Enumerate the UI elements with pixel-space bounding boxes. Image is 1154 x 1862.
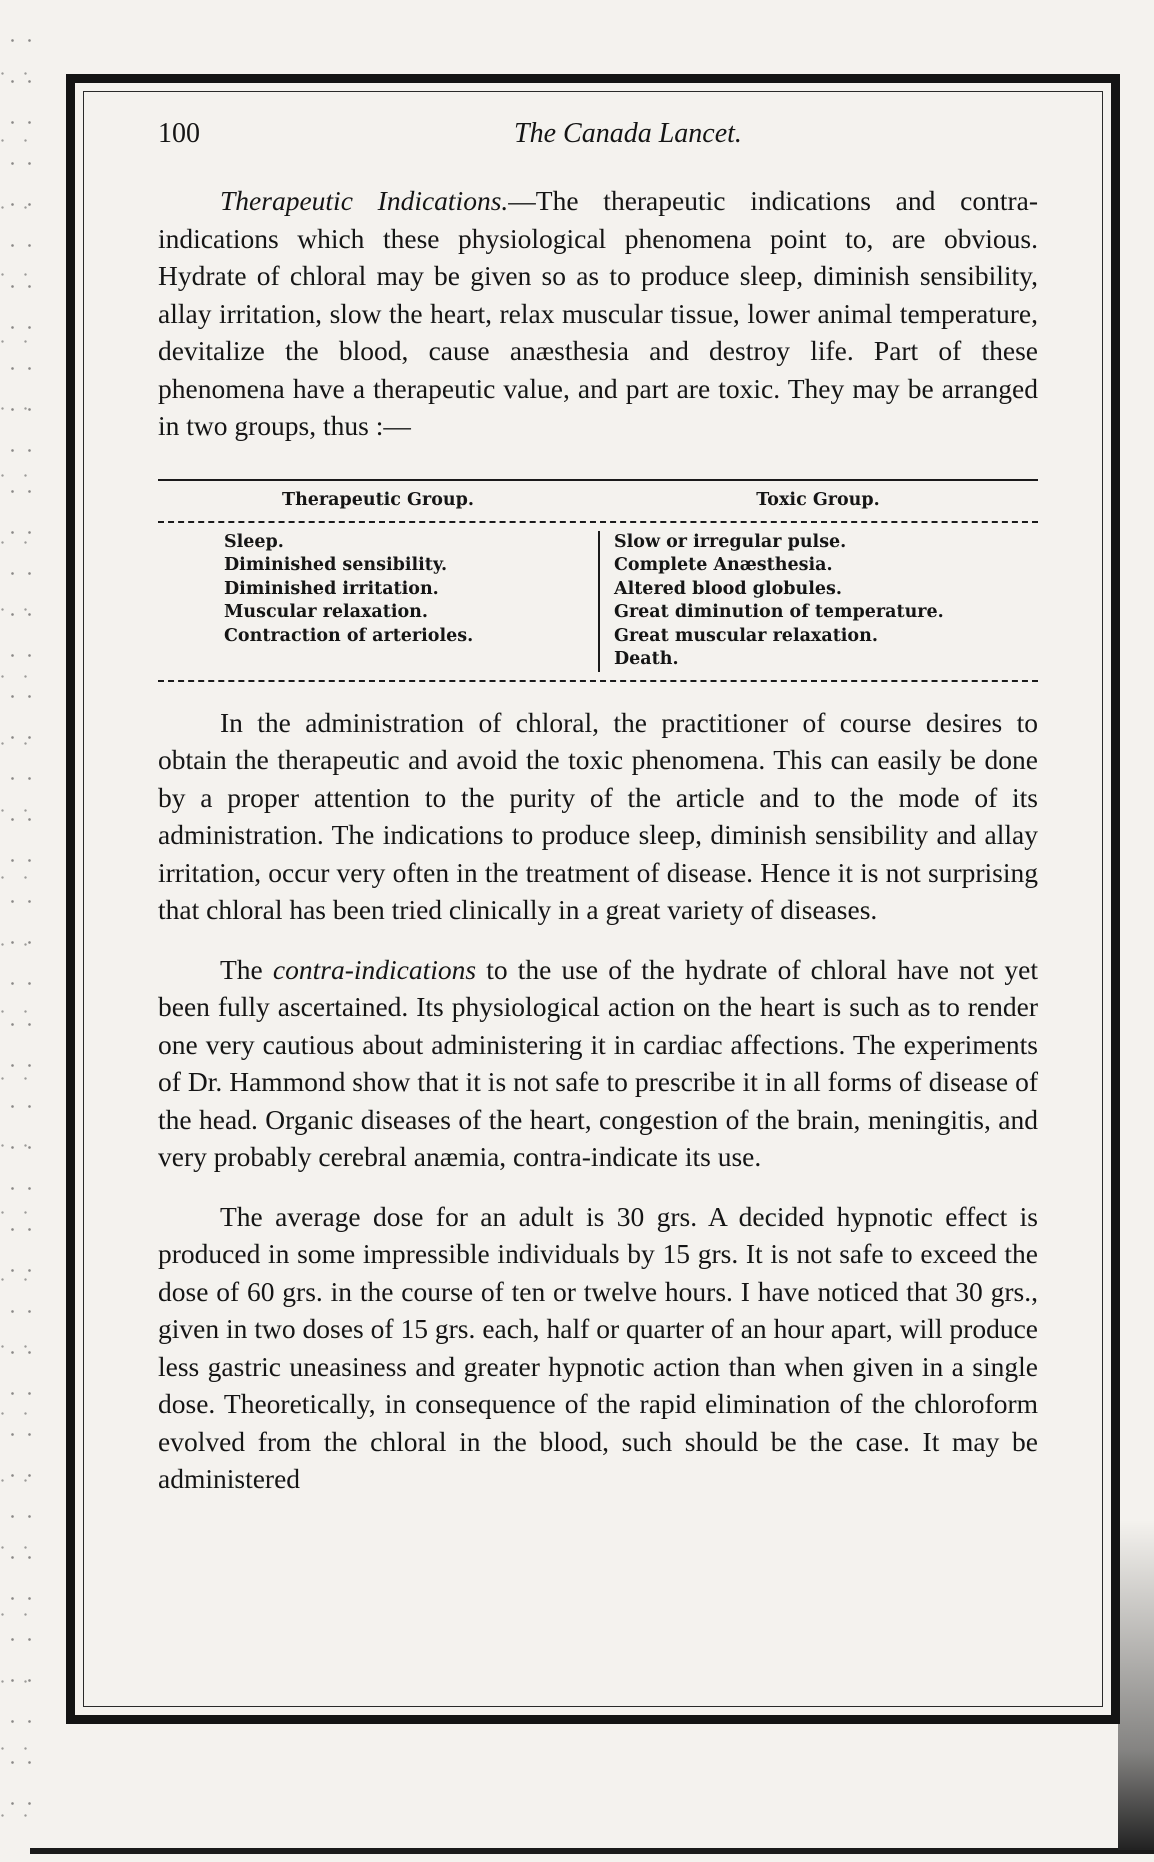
therapeutic-item: Diminished sensibility. xyxy=(224,555,448,575)
journal-title: The Canada Lancet. xyxy=(514,118,742,149)
toxic-item: Complete Anæsthesia. xyxy=(614,555,833,575)
paragraph-contra-indications xyxy=(158,951,1038,1176)
contra-lead-text: The xyxy=(220,953,273,985)
page-content xyxy=(158,118,1038,1498)
contra-rest-text: to the use of the hydrate of chloral have not yet been fully ascertained. Its physiological action on the heart is such as to render one very cautious about administering it in cardiac affections. The experiments of Dr. Hammond show that it is not safe to prescribe it in all forms of disease of the head. Organic diseases of the heart, congestion of the brain, meningitis, and very probably cerebral anæmia, contra-indicate its use. xyxy=(158,953,1038,1172)
therapeutic-group-column xyxy=(158,531,598,672)
page-number: 100 xyxy=(158,118,200,149)
toxic-item: Slow or irregular pulse. xyxy=(614,531,847,552)
groups-table xyxy=(158,479,1038,682)
toxic-group-column xyxy=(598,531,1038,672)
contra-indications-term: contra-indications xyxy=(272,953,477,985)
toxic-item: Death. xyxy=(614,649,679,669)
paragraph-therapeutic-indications xyxy=(158,182,1038,445)
toxic-item: Great diminution of temperature. xyxy=(614,602,944,622)
table-bottom-rule xyxy=(158,680,1038,682)
table-body xyxy=(158,523,1038,680)
therapeutic-item: Contraction of arterioles. xyxy=(224,625,474,646)
section-heading: Therapeutic Indications. xyxy=(220,185,509,216)
therapeutic-item: Diminished irritation. xyxy=(224,578,439,599)
paragraph-administration: In the administration of chloral, the practitioner of course desires to obtain the therapeutic and avoid the toxic phenomena. This can easily be done by a proper attention to the purity of the article and to the mode of its administration. The indications to produce sleep, diminish sensibility and allay irritation, occur very often in the treatment of disease. Hence it is not surprising that chloral has been tried clinically in a great variety of diseases. xyxy=(158,706,1038,925)
scan-margin-speckles xyxy=(0,20,40,1840)
toxic-group-title: Toxic Group. xyxy=(756,489,880,510)
scan-bottom-edge xyxy=(30,1848,1154,1854)
section-intro-text: —The therapeutic indications and contra-indications which these physiological phenomena point to, are obvious. Hydrate of chloral may be given so as to produce sleep, diminish sensibility, allay irritation, slow the heart, relax muscular tissue, lower animal temperature, devitalize the blood, cause anæsthesia and destroy life. Part of these phenomena have a therapeutic value, and part are toxic. They may be arranged in two groups, thus :— xyxy=(158,185,1038,441)
therapeutic-item: Sleep. xyxy=(224,531,284,552)
toxic-item: Great muscular relaxation. xyxy=(614,625,878,646)
scan-corner-shadow xyxy=(1118,1520,1154,1850)
therapeutic-item: Muscular relaxation. xyxy=(224,602,428,622)
toxic-item: Altered blood globules. xyxy=(614,578,842,599)
paragraph-dose: The average dose for an adult is 30 grs. A decided hypnotic effect is produced in some impressible individuals by 15 grs. It is not safe to exceed the dose of 60 grs. in the course of ten or twelve hours. I have noticed that 30 grs., given in two doses of 15 grs. each, half or quarter of an hour apart, will produce less gastric uneasiness and greater hypnotic action than when given in a single dose. Theoretically, in consequence of the rapid elimination of the chloroform evolved from the chloral in the blood, such should be the case. It may be administered xyxy=(158,1200,1038,1494)
running-head xyxy=(158,118,1038,158)
therapeutic-group-title: Therapeutic Group. xyxy=(282,489,474,510)
table-header-row xyxy=(158,481,1038,521)
